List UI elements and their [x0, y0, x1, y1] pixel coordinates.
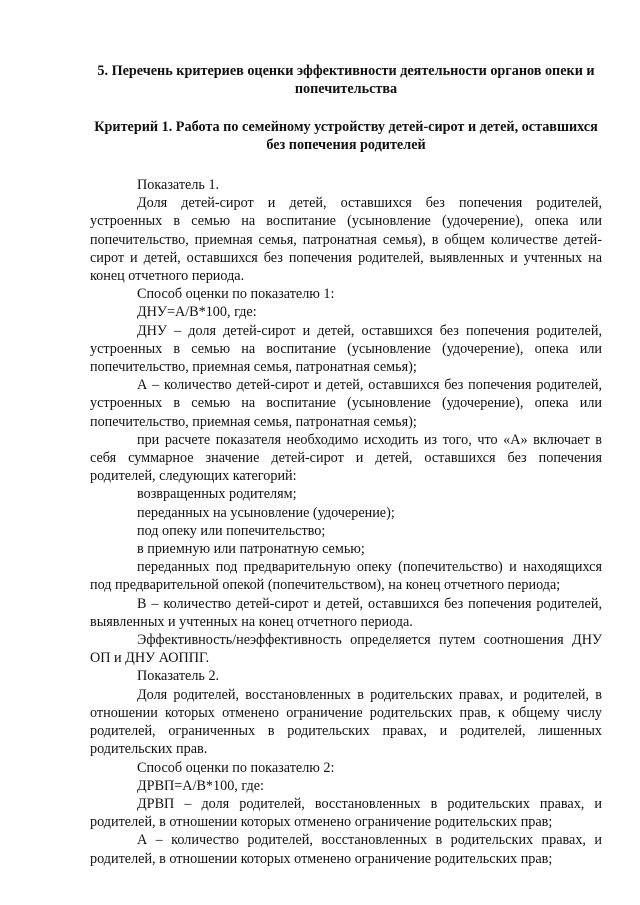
document-page [90, 62, 602, 868]
indicator-1-calculation-note: при расчете показателя необходимо исходить из того, что «А» включает в себя суммарное значение детей-сирот и детей, оставшихся без попечения родителей, следующих категорий: [90, 431, 602, 485]
indicator-2-definition-a: А – количество родителей, восстановленных в родительских правах, и родителей, в отношении которых отменено ограничение родительских прав; [90, 832, 602, 867]
indicator-1-definition-b: В – количество детей-сирот и детей, оставшихся без попечения родителей, выявленных и учтенных на конец отчетного периода. [90, 595, 602, 630]
category-item: возвращенных родителям; [137, 486, 297, 503]
indicator-1-description: Доля детей-сирот и детей, оставшихся без попечения родителей, устроенных в семью на воспитание (усыновление (удочерение), опека или попечительство, приемная семья, патронатная семья), в общем количестве детей-сирот и детей, оставшихся без попечения родителей, выявленных и учтенных на конец отчетного периода. [90, 195, 602, 285]
indicator-2-method-heading: Способ оценки по показателю 2: [137, 759, 335, 776]
document-body [90, 176, 602, 868]
section-title: 5. Перечень критериев оценки эффективности деятельности органов опеки и попечительства [97, 63, 595, 97]
indicator-1-definition-dnu: ДНУ – доля детей-сирот и детей, оставшихся без попечения родителей, устроенных в семью на воспитание (усыновление (удочерение), опека или попечительство, приемная семья, патронатная семья); [90, 322, 602, 376]
indicator-2-heading: Показатель 2. [137, 668, 220, 685]
indicator-1-definition-a: А – количество детей-сирот и детей, оставшихся без попечения родителей, устроенных в семью на воспитание (усыновление (удочерение), опека или попечительство, приемная семья, патронатная семья); [90, 377, 602, 430]
category-item: переданных под предварительную опеку (попечительство) и находящихся под предварительной опекой (попечительством), на конец отчетного периода; [90, 559, 602, 594]
category-item: в приемную или патронатную семью; [137, 541, 365, 558]
indicator-1-effectiveness: Эффективность/неэффективность определяется путем соотношения ДНУ ОП и ДНУ АОППГ. [90, 632, 602, 667]
indicator-2-definition-drvp: ДРВП – доля родителей, восстановленных в родительских правах, и родителей, в отношении которых отменено ограничение родительских прав; [90, 795, 602, 831]
category-item: переданных на усыновление (удочерение); [137, 504, 395, 521]
category-item: под опеку или попечительство; [137, 522, 326, 539]
indicator-2-formula: ДРВП=А/В*100, где: [137, 777, 264, 794]
criterion-title: Критерий 1. Работа по семейному устройству детей-сирот и детей, оставшихся без попечения родителей [94, 119, 598, 153]
indicator-1-heading: Показатель 1. [137, 177, 220, 193]
indicator-1-formula: ДНУ=А/В*100, где: [137, 304, 257, 321]
indicator-2-description: Доля родителей, восстановленных в родительских правах, и родителей, в отношении которых отменено ограничение родительских прав, к общему числу родителей, ограниченных в родительских правах, и родителей, лишенных родительских прав. [90, 686, 602, 758]
indicator-1-method-heading: Способ оценки по показателю 1: [137, 286, 335, 303]
